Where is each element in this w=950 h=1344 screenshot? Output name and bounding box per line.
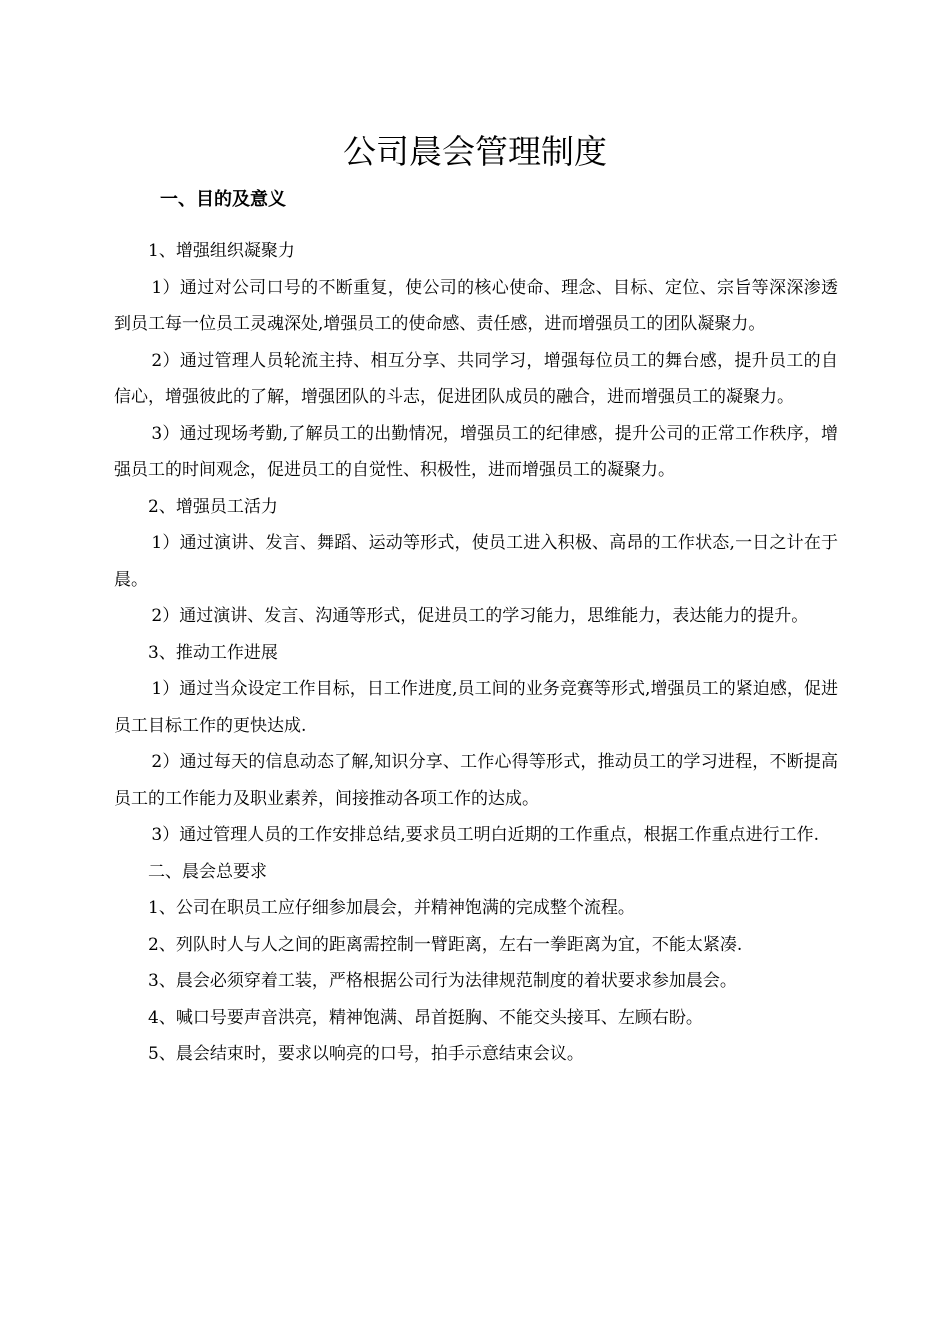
paragraph: 3）通过现场考勤,了解员工的出勤情况，增强员工的纪律感，提升公司的正常工作秩序，增强员工的时间观念，促进员工的自觉性、积极性，进而增强员工的凝聚力。: [114, 423, 838, 480]
subheading-cohesion: 1、增强组织凝聚力: [148, 241, 295, 261]
requirement-item: 2、列队时人与人之间的距离需控制一臂距离，左右一拳距离为宜，不能太紧凑.: [148, 934, 743, 955]
requirement-item: 4、喊口号要声音洪亮，精神饱满、昂首挺胸、不能交头接耳、左顾右盼。: [148, 1007, 703, 1028]
requirement-item: 1、公司在职员工应仔细参加晨会，并精神饱满的完成整个流程。: [148, 898, 635, 918]
section-heading-purpose: 一、目的及意义: [160, 189, 286, 210]
paragraph: 2）通过每天的信息动态了解,知识分享、工作心得等形式，推动员工的学习进程，不断提高员工的工作能力及职业素养，间接推动各项工作的达成。: [114, 752, 838, 809]
paragraph: 2）通过演讲、发言、沟通等形式，促进员工的学习能力，思维能力，表达能力的提升。: [151, 606, 809, 626]
requirement-item: 5、晨会结束时，要求以响亮的口号，拍手示意结束会议。: [148, 1044, 584, 1064]
paragraph: 1）通过对公司口号的不断重复，使公司的核心使命、理念、目标、定位、宗旨等深深渗透到员工每一位员工灵魂深处,增强员工的使命感、责任感，进而增强员工的团队凝聚力。: [114, 277, 838, 334]
section-heading-requirements: 二、晨会总要求: [148, 861, 267, 882]
subheading-progress: 3、推动工作进展: [148, 642, 278, 663]
subheading-vitality: 2、增强员工活力: [148, 496, 278, 517]
paragraph: 1）通过当众设定工作目标，日工作进度,员工间的业务竞赛等形式,增强员工的紧迫感，促进员工目标工作的更快达成.: [114, 679, 838, 736]
document-body: [114, 233, 838, 1073]
paragraph: 2）通过管理人员轮流主持、相互分享、共同学习，增强每位员工的舞台感，提升员工的自信心，增强彼此的了解，增强团队的斗志，促进团队成员的融合，进而增强员工的凝聚力。: [114, 350, 838, 407]
document-title: 公司晨会管理制度: [343, 132, 607, 171]
paragraph: 1）通过演讲、发言、舞蹈、运动等形式，使员工进入积极、高昂的工作状态,一日之计在于晨。: [114, 533, 838, 590]
requirement-item: 3、晨会必须穿着工装，严格根据公司行为法律规范制度的着状要求参加晨会。: [148, 971, 737, 991]
paragraph: 3）通过管理人员的工作安排总结,要求员工明白近期的工作重点，根据工作重点进行工作.: [151, 825, 820, 845]
